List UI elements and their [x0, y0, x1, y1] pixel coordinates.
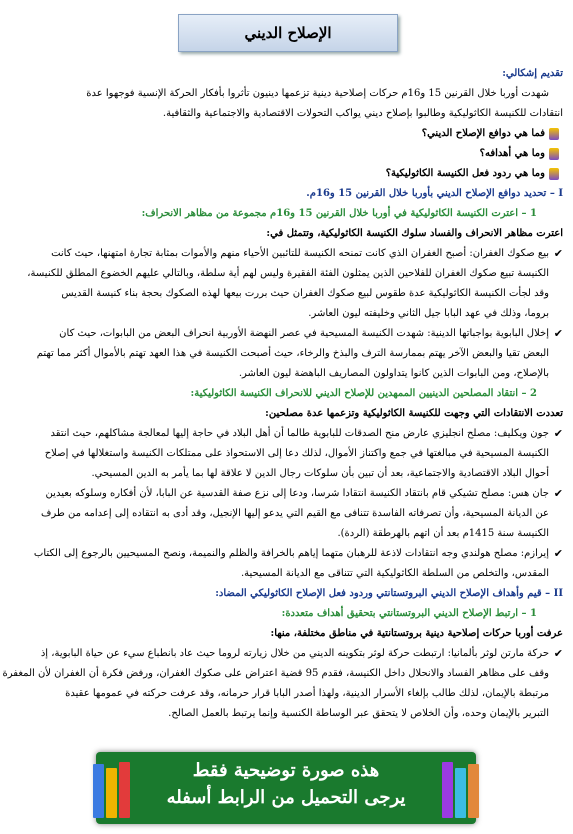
page-title: الإصلاح الديني [178, 14, 398, 52]
question-item: وما هي أهدافه؟ [10, 144, 563, 164]
list-item: ✔ إيرازم: مصلح هولندي وجه انتقادات لاذعة للرهبان متهما إياهم بالخرافة والظلم والنميمة، ونصح المسيحيين بالرجوع إلى الكتاب المقدس، والتخلص من السلطة الكاثوليكية التي تتناقى مع الديانة المسيحية. [10, 544, 563, 584]
list-item: ✔ بيع صكوك الغفران: أصبح الغفران الذي كانت تمنحه الكنيسة للتائبين الأحياء منهم والأموات بمثابة تجارة امتهنها، حيث كانت الكنيسة تبيع صكوك الغفران للفلاحين الذين يمثلون الفئة الفقيرة وليس لهم أية سلطة، وبالتالي عليهم الخضوع المطلق للكنيسة، وقد لجأت الكنيسة الكاثوليكية عدة طقوس لبيع صكوك الغفران حيث بررت بيعها لهذه الصكوك بحجة بناء كنيسة القديس بروما، وذلك في عهد البابا جيل الثاني وخليفته ليون العاشر. [10, 244, 563, 324]
question-item: وما هي ردود فعل الكنيسة الكاثوليكية؟ [10, 164, 563, 184]
list-item: ✔ جان هس: مصلح تشيكي قام بانتقاد الكنيسة انتقادا شرسا، ودعا إلى نزع صفة القدسية عن البابا، لأن أفكاره وسلوكه بعيدين عن الديانة المسيحية، وأن تصرفاته الفاسدة تتنافى مع القيم التي يدعو إليها الإنجيل، وقد أدى به انتقاده إلى إعدامه من طرف الكنيسة سنة 1415م بعد أن اتهم بالهرطقة (الردة). [10, 484, 563, 544]
pencil-icon [549, 128, 559, 140]
check-icon: ✔ [553, 487, 563, 500]
document-body [2, 64, 563, 724]
section-2-title: II – قيم وأهداف الإصلاح الديني البروتستانتي وردود فعل الإصلاح الكاثوليكي المضاد: [215, 588, 563, 599]
section-2-sub-1-intro: عرفت أوربا حركات إصلاحية دينية بروتستانتية في مناطق مختلفة، منها: [270, 628, 563, 639]
check-icon: ✔ [553, 647, 563, 660]
intro-label: تقديم إشكالي: [502, 68, 563, 79]
pencil-icon [549, 168, 559, 180]
intro-line-2: انتقادات للكنيسة الكاثوليكية وطالبوا بإصلاح ديني يواكب التحولات الاقتصادية والاجتماعية والثقافية. [162, 108, 563, 119]
download-banner[interactable] [96, 752, 476, 824]
check-icon: ✔ [553, 427, 563, 440]
books-icon [442, 758, 482, 818]
banner-line-1: هذه صورة توضيحية فقط [192, 760, 380, 781]
check-icon: ✔ [553, 327, 563, 340]
section-2-sub-1: 1 – ارتبط الإصلاح الديني البروتستانتي بتحقيق أهداف متعددة: [281, 608, 537, 619]
pencil-icon [549, 148, 559, 160]
banner-line-2: يرجى التحميل من الرابط أسفله [166, 787, 406, 808]
check-icon: ✔ [553, 247, 563, 260]
books-icon [90, 758, 130, 818]
list-item: ✔ حركة مارتن لوثر بألمانيا: ارتبطت حركة لوثر بتكوينه الديني من خلال زيارته لروما حيث عاد بانطباع سيء عن حياة البابوية، إذ وقف على مظاهر الفساد والانحلال داخل الكنيسة، فقدم 95 قضية اعتراض على صكوك الغفران، ورفض فكرة أن الغفران لأن المغفرة مرتبطة بالإيمان، لذلك طالب بإلغاء الأسرار الدينية، ولهذا أصدر البابا قرار حرمانه، وقد عرفت حركته في عمومها عقيدة التبرير بالإيمان وحده، وأن الخلاص لا يتحقق عبر الوساطة الكنسية وإنما يرتبط بالعمل الصالح. [10, 644, 563, 724]
section-1-sub-1: 1 – اعترت الكنيسة الكاثوليكية في أوربا خلال القرنين 15 و16م مجموعة من مظاهر الانحراف: [141, 208, 537, 219]
section-1-title: I – تحديد دوافع الإصلاح الديني بأوربا خلال القرنين 15 و16م. [306, 188, 563, 199]
section-1-sub-2-intro: تعددت الانتقادات التي وجهت للكنيسة الكاثوليكية وتزعمها عدة مصلحين: [265, 408, 563, 419]
question-item: فما هي دوافع الإصلاح الديني؟ [10, 124, 563, 144]
section-1-sub-2: 2 – انتقاد المصلحين الدينيين الممهدين للإصلاح الديني للانحراف الكنيسة الكاثوليكية: [190, 388, 537, 399]
section-1-sub-1-intro: اعترت مظاهر الانحراف والفساد سلوك الكنيسة الكاثوليكية، وتتمثل في: [266, 228, 563, 239]
intro-line-1: شهدت أوربا خلال القرنين 15 و16م حركات إصلاحية دينية تزعمها دينيون تأثروا بأفكار الحركة الإنسية فوجهوا عدة [86, 88, 549, 99]
check-icon: ✔ [553, 547, 563, 560]
list-item: ✔ إخلال البابوية بواجباتها الدينية: شهدت الكنيسة المسيحية في عصر النهضة الأوربية انحراف البعض من البابوات، حيث كان البعض تقيا والبعض الآخر يهتم بممارسة الترف والبذخ والرخاء، حيث أصبحت الكنيسة في هذا العهد تهتم بالأموال أكثر مما تهتم بالإصلاح، ومن البابوات الذين كانوا يتداولون المصاريف الباهضة ليون العاشر. [10, 324, 563, 384]
list-item: ✔ جون ويكليف: مصلح انجليزي عارض منح الصدقات للبابوية طالما أن أهل البلاد في حاجة إليها لمعالجة مشاكلهم، حيث انتقد الكنيسة المسيحية في مبالغتها في جمع واكتناز الأموال، لذلك دعا إلى الاستحواذ على ممتلكات الكنيسة واستغلالها في إصلاح أحوال البلاد الاقتصادية والاجتماعية، بعد أن تبين بأن سلوكات رجال الدين لا علاقة لها بما يأمر به الدين المسيحي. [10, 424, 563, 484]
